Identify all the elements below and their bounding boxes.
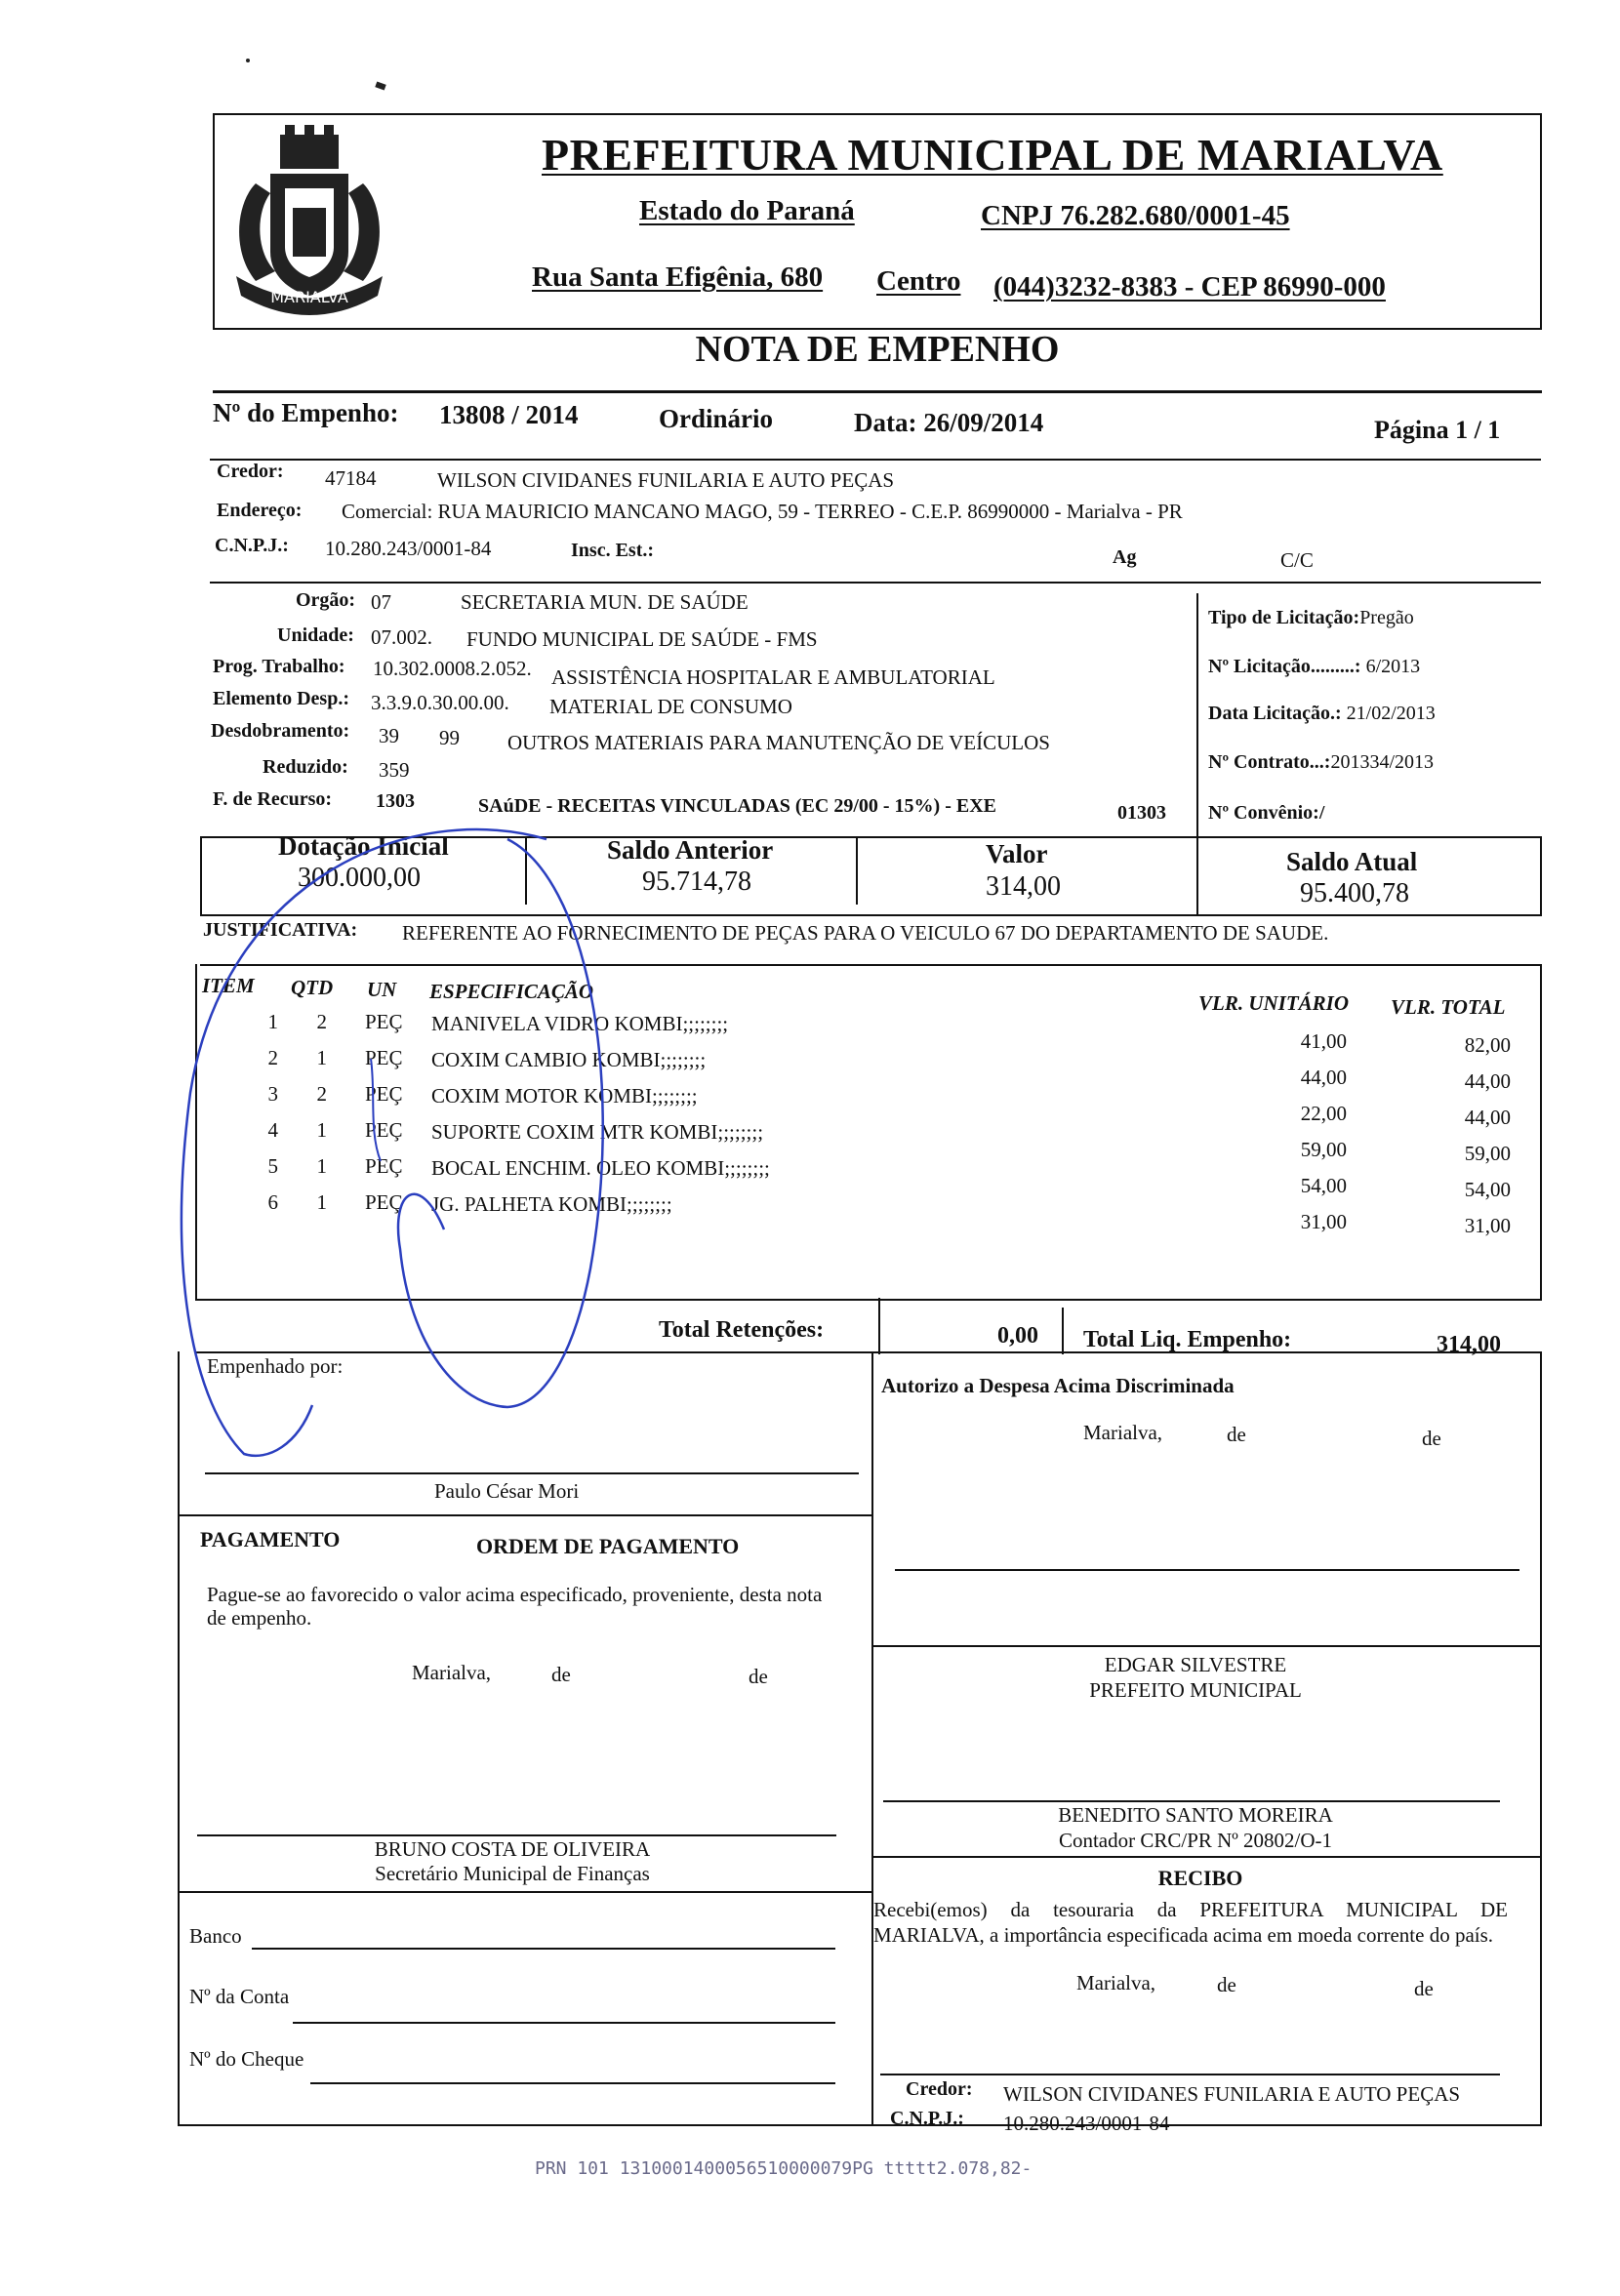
empenhado-label: Empenhado por:: [207, 1354, 344, 1378]
dotacao-label: Dotação Inicial: [278, 831, 449, 861]
recibo-de1: de: [1217, 1973, 1236, 1996]
liq-label: Total Liq. Empenho:: [1083, 1327, 1292, 1352]
convenio-label: Nº Convênio:/: [1208, 802, 1325, 824]
item-desc: MANIVELA VIDRO KOMBI;;;;;;;;: [431, 1012, 729, 1035]
tipo-licitacao-label-text: Tipo de Licitação:: [1208, 607, 1360, 628]
recibo-cnpj: 10.280.243/0001-84: [1003, 2112, 1170, 2135]
item-total: 54,00: [1464, 1178, 1511, 1201]
retencoes-value: 0,00: [997, 1323, 1038, 1349]
unidade: FUNDO MUNICIPAL DE SAÚDE - FMS: [466, 627, 818, 651]
credor-name: WILSON CIVIDANES FUNILARIA E AUTO PEÇAS: [437, 468, 895, 492]
col-total: VLR. TOTAL: [1391, 995, 1506, 1019]
justificativa-label: JUSTIFICATIVA:: [203, 919, 358, 941]
recibo-text: Recebi(emos) da tesouraria da PREFEITURA MUNICIPAL DE MARIALVA, a importância especificada acima em moeda corrente do país.: [873, 1898, 1508, 1947]
recibo-de2: de: [1414, 1977, 1434, 2000]
orgao-code: 07: [371, 590, 391, 614]
col-item: ITEM: [202, 974, 255, 997]
prefeito-role: PREFEITO MUNICIPAL: [1089, 1678, 1302, 1702]
item-qtd: 1: [316, 1046, 327, 1069]
footer-code: PRN 101 1310001400056510000079PG ttttt2.078,82-: [535, 2158, 1033, 2179]
item-total: 44,00: [1464, 1106, 1511, 1129]
contador-name: BENEDITO SANTO MOREIRA: [1058, 1803, 1333, 1827]
contador-role: Contador CRC/PR Nº 20802/O-1: [1058, 1829, 1333, 1852]
desdob-code2: 99: [439, 726, 460, 749]
col-espec: ESPECIFICAÇÃO: [429, 980, 594, 1003]
elemento-label: Elemento Desp.:: [213, 688, 349, 709]
cheque-label: Nº do Cheque: [189, 2047, 304, 2071]
recurso-label: F. de Recurso:: [213, 788, 333, 810]
address-label: Endereço:: [217, 500, 303, 521]
prog-label: Prog. Trabalho:: [213, 656, 345, 677]
orgao: SECRETARIA MUN. DE SAÚDE: [461, 590, 749, 614]
empenho-type: Ordinário: [659, 404, 774, 433]
item-qtd: 2: [316, 1082, 327, 1106]
emblem-text: MARIALVA: [270, 288, 348, 306]
item-un: PEÇ: [365, 1190, 403, 1214]
elemento: MATERIAL DE CONSUMO: [549, 695, 792, 718]
item-item: 1: [267, 1010, 278, 1033]
recurso-code: 1303: [376, 790, 415, 812]
item-desc: JG. PALHETA KOMBI;;;;;;;;: [431, 1192, 672, 1216]
item-item: 6: [267, 1190, 278, 1214]
item-desc: SUPORTE COXIM MTR KOMBI;;;;;;;;: [431, 1120, 764, 1144]
ag-label: Ag: [1113, 546, 1137, 568]
contrato: 201334/2013: [1330, 751, 1435, 773]
cnpj-label: C.N.P.J.:: [215, 535, 289, 556]
header-state: Estado do Paraná: [639, 195, 855, 226]
item-total: 82,00: [1464, 1033, 1511, 1057]
data-licitacao-label-text: Data Licitação.:: [1208, 703, 1342, 724]
saldo-anterior-label: Saldo Anterior: [607, 835, 774, 865]
empenhado-name: Paulo César Mori: [434, 1479, 580, 1503]
pagamento-label: PAGAMENTO: [200, 1527, 341, 1551]
pagamento-de2: de: [749, 1665, 768, 1688]
elemento-code: 3.3.9.0.30.00.00.: [371, 691, 509, 714]
saldo-atual-label: Saldo Atual: [1286, 847, 1418, 876]
document-title: NOTA DE EMPENHO: [695, 329, 1060, 370]
cc-label: C/C: [1280, 548, 1314, 572]
unidade-label: Unidade:: [277, 624, 354, 646]
credor-code: 47184: [325, 466, 377, 490]
item-total: 31,00: [1464, 1214, 1511, 1237]
empenho-number: 13808 / 2014: [439, 400, 579, 429]
justificativa-text: REFERENTE AO FORNECIMENTO DE PEÇAS PARA O VEICULO 67 DO DEPARTAMENTO DE SAUDE.: [402, 921, 1329, 945]
valor-value: 314,00: [986, 871, 1061, 902]
recibo-credor-label: Credor:: [906, 2078, 973, 2100]
prog: ASSISTÊNCIA HOSPITALAR E AMBULATORIAL: [551, 665, 995, 689]
item-qtd: 1: [316, 1190, 327, 1214]
contrato-label-text: Nº Contrato...:: [1208, 751, 1331, 773]
secretario-role: Secretário Municipal de Finanças: [375, 1862, 650, 1885]
item-desc: COXIM CAMBIO KOMBI;;;;;;;;: [431, 1048, 707, 1071]
recurso-num: 01303: [1117, 802, 1166, 824]
item-un: PEÇ: [365, 1118, 403, 1142]
credor-cnpj: 10.280.243/0001-84: [325, 537, 492, 560]
item-desc: BOCAL ENCHIM. OLEO KOMBI;;;;;;;;: [431, 1156, 770, 1180]
header-phone-cep: (044)3232-8383 - CEP 86990-000: [993, 271, 1386, 302]
item-item: 2: [267, 1046, 278, 1069]
item-item: 5: [267, 1154, 278, 1178]
recibo-credor: WILSON CIVIDANES FUNILARIA E AUTO PEÇAS: [1003, 2082, 1461, 2106]
col-unit: VLR. UNITÁRIO: [1198, 991, 1350, 1015]
desdob-label: Desdobramento:: [211, 720, 350, 742]
pagamento-text: Pague-se ao favorecido o valor acima especificado, proveniente, desta nota de empenho.: [207, 1583, 823, 1630]
num-licitacao: 6/2013: [1365, 656, 1421, 677]
autorizo-text: Autorizo a Despesa Acima Discriminada: [881, 1374, 1235, 1397]
saldo-anterior-value: 95.714,78: [642, 866, 751, 897]
header-district: Centro: [876, 265, 961, 297]
item-qtd: 1: [316, 1118, 327, 1142]
autorizo-de2: de: [1422, 1427, 1441, 1450]
page-title: PREFEITURA MUNICIPAL DE MARIALVA: [542, 130, 1443, 180]
autorizo-de1: de: [1227, 1423, 1246, 1446]
item-total: 59,00: [1464, 1142, 1511, 1165]
prefeito-name: EDGAR SILVESTRE: [1104, 1653, 1287, 1676]
saldo-atual-value: 95.400,78: [1300, 878, 1409, 908]
recibo-title: RECIBO: [1157, 1866, 1243, 1890]
col-un: UN: [367, 978, 397, 1001]
reduzido-label: Reduzido:: [263, 756, 348, 778]
item-unit: 22,00: [1300, 1102, 1347, 1125]
pagamento-de1: de: [551, 1663, 571, 1686]
pagamento-place: Marialva,: [412, 1661, 492, 1684]
ordem-pagamento: ORDEM DE PAGAMENTO: [476, 1534, 740, 1558]
item-unit: 54,00: [1300, 1174, 1347, 1197]
header-address: Rua Santa Efigênia, 680: [532, 262, 824, 293]
liq-value: 314,00: [1437, 1332, 1501, 1357]
num-licitacao-label-text: Nº Licitação.........:: [1208, 656, 1361, 677]
item-total: 44,00: [1464, 1069, 1511, 1093]
dotacao-value: 300.000,00: [298, 863, 421, 893]
credor-address: Comercial: RUA MAURICIO MANCANO MAGO, 59 - TERREO - C.E.P. 86990000 - Marialva - PR: [342, 500, 1183, 523]
item-item: 4: [267, 1118, 278, 1142]
secretario-name: BRUNO COSTA DE OLIVEIRA: [374, 1837, 651, 1861]
reduzido: 359: [379, 758, 410, 782]
header-cnpj: CNPJ 76.282.680/0001-45: [981, 200, 1290, 231]
desdob: OUTROS MATERIAIS PARA MANUTENÇÃO DE VEÍCULOS: [507, 731, 1050, 754]
retencoes-label: Total Retenções:: [659, 1317, 825, 1343]
item-qtd: 2: [316, 1010, 327, 1033]
credor-label: Credor:: [217, 461, 284, 482]
recurso: SAúDE - RECEITAS VINCULADAS (EC 29/00 - 15%) - EXE: [478, 795, 996, 817]
item-unit: 41,00: [1300, 1029, 1347, 1053]
desdob-code1: 39: [379, 724, 399, 747]
recibo-place: Marialva,: [1076, 1971, 1156, 1994]
item-un: PEÇ: [365, 1046, 403, 1069]
item-un: PEÇ: [365, 1154, 403, 1178]
item-unit: 44,00: [1300, 1066, 1347, 1089]
item-desc: COXIM MOTOR KOMBI;;;;;;;;: [431, 1084, 698, 1108]
orgao-label: Orgão:: [296, 589, 356, 611]
banco-label: Banco: [189, 1924, 242, 1948]
empenho-number-label: Nº do Empenho:: [213, 398, 399, 427]
page-number: Página 1 / 1: [1374, 416, 1501, 444]
prog-code: 10.302.0008.2.052.: [373, 657, 532, 680]
valor-label: Valor: [986, 839, 1048, 868]
col-qtd: QTD: [291, 976, 334, 999]
item-un: PEÇ: [365, 1010, 403, 1033]
insc-label: Insc. Est.:: [571, 540, 655, 561]
item-un: PEÇ: [365, 1082, 403, 1106]
empenho-date: Data: 26/09/2014: [854, 408, 1044, 437]
item-unit: 59,00: [1300, 1138, 1347, 1161]
autorizo-place: Marialva,: [1083, 1421, 1163, 1444]
item-unit: 31,00: [1300, 1210, 1347, 1233]
tipo-licitacao: Pregão: [1359, 607, 1414, 628]
item-qtd: 1: [316, 1154, 327, 1178]
data-licitacao: 21/02/2013: [1346, 703, 1436, 724]
recibo-cnpj-label: C.N.P.J.:: [890, 2108, 964, 2129]
item-item: 3: [267, 1082, 278, 1106]
conta-label: Nº da Conta: [189, 1985, 290, 2008]
unidade-code: 07.002.: [371, 625, 432, 649]
